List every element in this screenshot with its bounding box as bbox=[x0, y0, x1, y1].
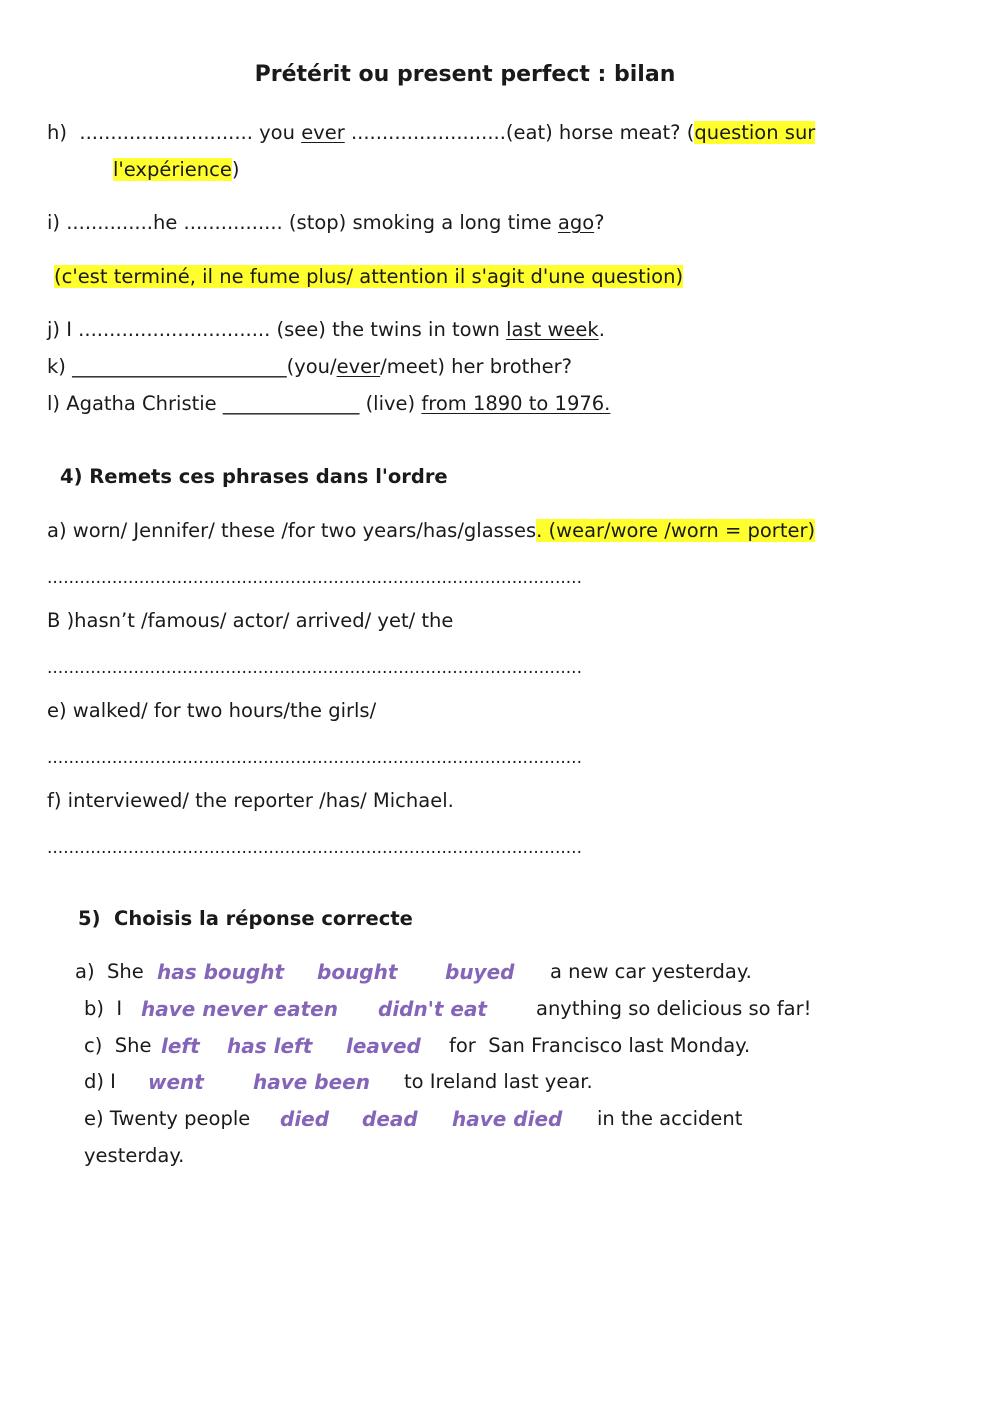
highlight-note: question sur bbox=[694, 121, 816, 144]
option-have-never-eaten[interactable]: have never eaten bbox=[141, 997, 338, 1021]
option-leaved[interactable]: leaved bbox=[346, 1034, 421, 1058]
sentence-end: . bbox=[598, 318, 605, 341]
exercise-k bbox=[47, 354, 572, 380]
option-died[interactable]: died bbox=[280, 1107, 330, 1131]
choice-c-prefix: c) She bbox=[84, 1034, 152, 1057]
keyword-ever: ever bbox=[301, 121, 345, 144]
sentence-end: /meet) her brother? bbox=[380, 355, 573, 378]
section-5-heading: 5) Choisis la réponse correcte bbox=[78, 907, 413, 930]
page-title: Prétérit ou present perfect : bilan bbox=[254, 62, 676, 87]
keyword-ever: ever bbox=[336, 355, 381, 378]
choice-a-rest: a new car yesterday. bbox=[550, 960, 752, 983]
sentence-text: l) Agatha Christie ______________ (live) bbox=[47, 392, 416, 415]
verb-hint: (eat) horse meat? ( bbox=[505, 121, 695, 144]
blank-dots: ......................... bbox=[350, 121, 506, 144]
exercise-h bbox=[47, 120, 815, 146]
option-buyed[interactable]: buyed bbox=[445, 960, 515, 984]
option-have-been[interactable]: have been bbox=[253, 1070, 370, 1094]
choice-e-prefix: e) Twenty people bbox=[84, 1107, 251, 1130]
choice-b-prefix: b) I bbox=[84, 997, 123, 1020]
answer-line[interactable]: ................................................................................................... bbox=[47, 838, 582, 858]
option-didnt-eat[interactable]: didn't eat bbox=[378, 997, 487, 1021]
answer-line[interactable]: ................................................................................................... bbox=[47, 748, 582, 768]
sentence-text: k) ______________________(you/ bbox=[47, 355, 337, 378]
sentence-text: j) I ............................... (see) the twins in town bbox=[47, 318, 500, 341]
choice-b-rest: anything so delicious so far! bbox=[536, 997, 812, 1020]
option-went[interactable]: went bbox=[148, 1070, 204, 1094]
highlight-note: l'expérience bbox=[113, 158, 232, 181]
sentence-end: ? bbox=[594, 211, 605, 234]
option-dead[interactable]: dead bbox=[362, 1107, 418, 1131]
option-has-bought[interactable]: has bought bbox=[157, 960, 285, 984]
answer-line[interactable]: ................................................................................................... bbox=[47, 568, 582, 588]
exercise-4e: e) walked/ for two hours/the girls/ bbox=[47, 699, 377, 722]
choice-c-rest: for San Francisco last Monday. bbox=[449, 1034, 751, 1057]
sentence-text: i) ..............he ................ (stop) smoking a long time bbox=[47, 211, 552, 234]
keyword-last-week: last week bbox=[506, 318, 599, 341]
option-have-died[interactable]: have died bbox=[452, 1107, 563, 1131]
choice-a-prefix: a) She bbox=[75, 960, 144, 983]
exercise-4b: B )hasn’t /famous/ actor/ arrived/ yet/ the bbox=[47, 609, 454, 632]
option-left[interactable]: left bbox=[161, 1034, 200, 1058]
exercise-4f: f) interviewed/ the reporter /has/ Michael. bbox=[47, 789, 454, 812]
word-you: you bbox=[259, 121, 295, 144]
choice-d-prefix: d) I bbox=[84, 1070, 116, 1093]
exercise-h-cont bbox=[113, 157, 239, 183]
option-has-left[interactable]: has left bbox=[227, 1034, 313, 1058]
highlight-note: (c'est terminé, il ne fume plus/ attention il s'agit d'une question) bbox=[54, 265, 684, 288]
close-paren: ) bbox=[231, 158, 240, 181]
choice-d-rest: to Ireland last year. bbox=[404, 1070, 593, 1093]
note-i bbox=[54, 264, 683, 290]
exercise-i bbox=[47, 210, 605, 236]
item-label: h) bbox=[47, 121, 67, 144]
exercise-l bbox=[47, 391, 610, 417]
highlight-hint: . (wear/wore /worn = porter) bbox=[536, 519, 816, 542]
keyword-date-range: from 1890 to 1976. bbox=[421, 392, 611, 415]
sentence-text: a) worn/ Jennifer/ these /for two years/has/glasses bbox=[47, 519, 537, 542]
keyword-ago: ago bbox=[557, 211, 595, 234]
answer-line[interactable]: ................................................................................................... bbox=[47, 658, 582, 678]
exercise-4a bbox=[47, 518, 815, 544]
choice-e-rest-cont: yesterday. bbox=[84, 1144, 185, 1167]
section-4-heading: 4) Remets ces phrases dans l'ordre bbox=[60, 465, 448, 488]
blank-dots: ............................ bbox=[79, 121, 253, 144]
choice-e-rest: in the accident bbox=[597, 1107, 743, 1130]
option-bought[interactable]: bought bbox=[317, 960, 398, 984]
exercise-j bbox=[47, 317, 605, 343]
